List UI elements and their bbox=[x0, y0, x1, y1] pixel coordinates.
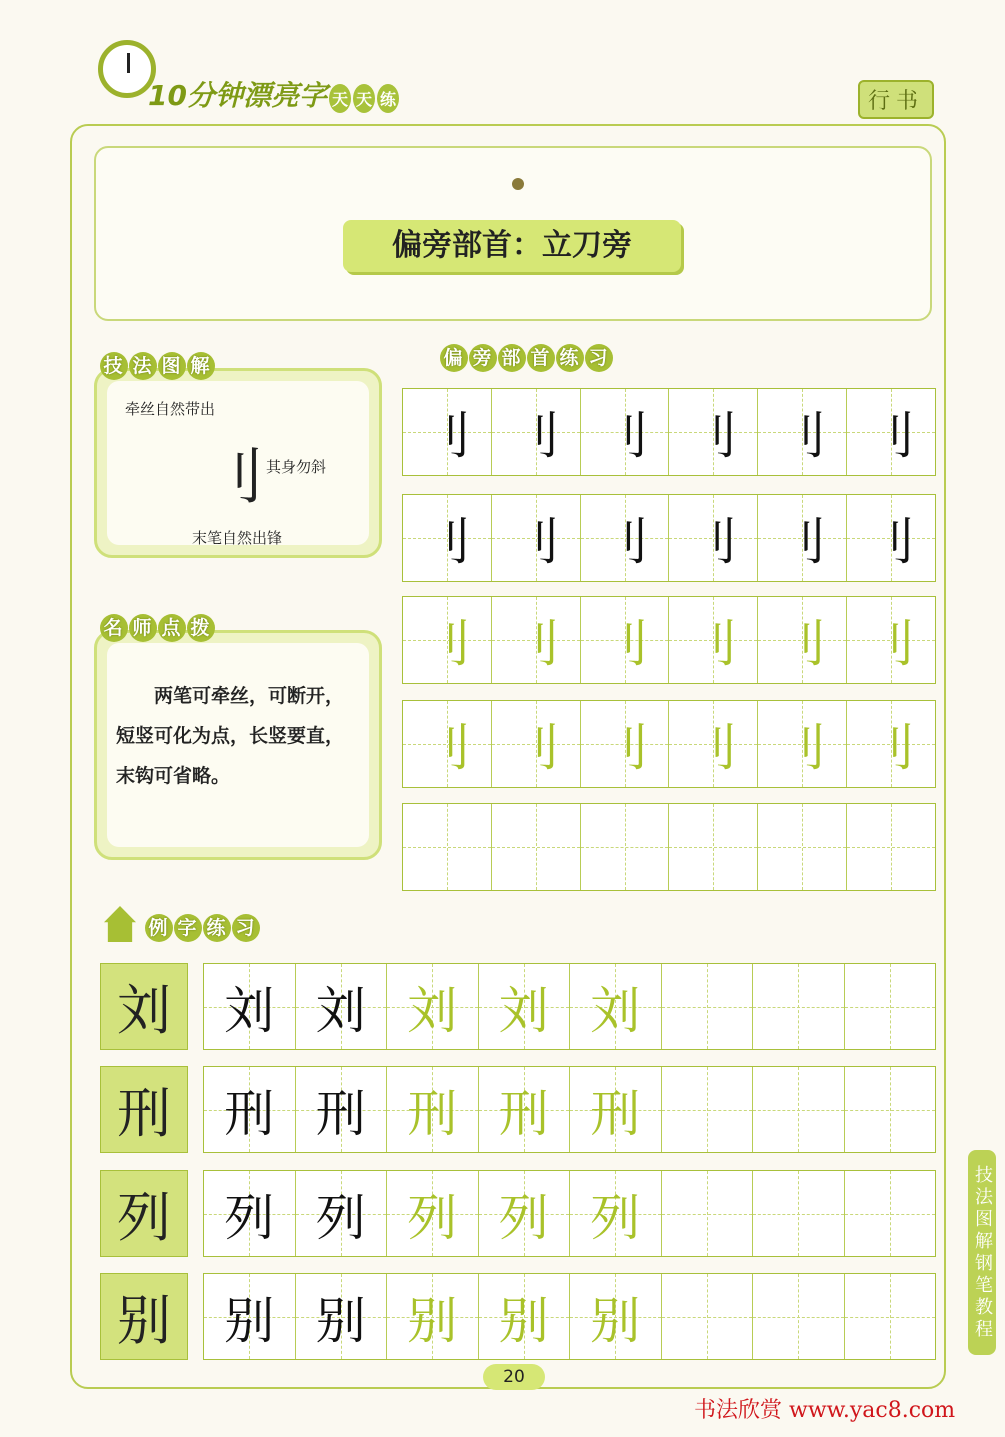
radical-practice-row bbox=[402, 803, 936, 891]
heading-char: 旁 bbox=[469, 344, 497, 372]
practice-cell[interactable] bbox=[479, 1274, 571, 1359]
practice-cell[interactable] bbox=[570, 964, 662, 1049]
practice-char: 刂 bbox=[688, 513, 739, 571]
practice-char: 刂 bbox=[599, 513, 650, 571]
heading-char: 练 bbox=[203, 914, 231, 942]
example-practice-heading bbox=[145, 914, 261, 942]
practice-cell[interactable] bbox=[845, 1067, 936, 1152]
practice-cell[interactable] bbox=[758, 389, 847, 475]
practice-cell[interactable] bbox=[662, 1067, 754, 1152]
practice-char: 别 bbox=[407, 1291, 458, 1350]
practice-cell[interactable] bbox=[581, 495, 670, 581]
side-tab: 技法图解钢笔教程 bbox=[968, 1150, 996, 1355]
practice-cell[interactable] bbox=[662, 1274, 754, 1359]
practice-cell[interactable] bbox=[845, 1274, 936, 1359]
practice-char: 列 bbox=[224, 1188, 275, 1247]
practice-cell[interactable] bbox=[492, 495, 581, 581]
practice-char: 刂 bbox=[421, 719, 472, 777]
heading-char: 习 bbox=[585, 344, 613, 372]
brand-logo bbox=[148, 74, 399, 114]
practice-char: 别 bbox=[498, 1291, 549, 1350]
practice-char: 列 bbox=[590, 1188, 641, 1247]
practice-char: 列 bbox=[407, 1188, 458, 1247]
practice-cell[interactable] bbox=[669, 597, 758, 683]
practice-char: 刘 bbox=[498, 981, 549, 1040]
heading-char: 师 bbox=[129, 614, 157, 642]
example-practice-row bbox=[203, 963, 936, 1050]
practice-cell[interactable] bbox=[403, 701, 492, 787]
radical-practice-row bbox=[402, 700, 936, 788]
practice-cell[interactable] bbox=[581, 701, 670, 787]
heading-char: 点 bbox=[158, 614, 186, 642]
model-char: 列 bbox=[100, 1170, 188, 1257]
practice-cell[interactable] bbox=[758, 597, 847, 683]
practice-cell[interactable] bbox=[387, 1171, 479, 1256]
practice-char: 刂 bbox=[688, 615, 739, 673]
watermark: 书法欣赏 www.yac8.com bbox=[694, 1398, 956, 1423]
practice-cell[interactable] bbox=[669, 389, 758, 475]
practice-cell[interactable] bbox=[403, 804, 492, 890]
brand-number: 10 bbox=[148, 79, 187, 112]
practice-char: 刂 bbox=[866, 513, 917, 571]
heading-char: 名 bbox=[100, 614, 128, 642]
annotation-bottom: 末笔自然出锋 bbox=[192, 529, 283, 547]
practice-cell[interactable] bbox=[479, 1171, 571, 1256]
practice-cell[interactable] bbox=[581, 804, 670, 890]
practice-char: 刂 bbox=[688, 407, 739, 465]
brand-sub: 练 bbox=[377, 84, 399, 113]
heading-char: 图 bbox=[158, 352, 186, 380]
practice-cell[interactable] bbox=[758, 495, 847, 581]
annotation-right: 其身勿斜 bbox=[266, 458, 327, 476]
practice-cell[interactable] bbox=[296, 1274, 388, 1359]
practice-cell[interactable] bbox=[581, 597, 670, 683]
heading-char: 习 bbox=[232, 914, 260, 942]
practice-cell[interactable] bbox=[662, 1171, 754, 1256]
heading-char: 首 bbox=[527, 344, 555, 372]
practice-char: 刂 bbox=[421, 513, 472, 571]
practice-char: 刘 bbox=[590, 981, 641, 1040]
radical-practice-row bbox=[402, 596, 936, 684]
practice-char: 别 bbox=[315, 1291, 366, 1350]
model-char: 刑 bbox=[100, 1066, 188, 1153]
example-practice-row bbox=[203, 1273, 936, 1360]
practice-char: 列 bbox=[315, 1188, 366, 1247]
practice-cell[interactable] bbox=[204, 964, 296, 1049]
practice-char: 刂 bbox=[688, 719, 739, 777]
practice-cell[interactable] bbox=[403, 597, 492, 683]
practice-char: 刂 bbox=[777, 719, 828, 777]
teacher-tip-heading bbox=[100, 614, 216, 642]
practice-cell[interactable] bbox=[847, 804, 935, 890]
practice-char: 刘 bbox=[315, 981, 366, 1040]
practice-cell[interactable] bbox=[758, 804, 847, 890]
practice-char: 刂 bbox=[777, 407, 828, 465]
model-char: 别 bbox=[100, 1273, 188, 1360]
practice-cell[interactable] bbox=[570, 1274, 662, 1359]
practice-char: 刂 bbox=[421, 407, 472, 465]
annotation-top: 牵丝自然带出 bbox=[125, 400, 216, 418]
practice-cell[interactable] bbox=[845, 1171, 936, 1256]
practice-cell[interactable] bbox=[669, 804, 758, 890]
practice-char: 别 bbox=[224, 1291, 275, 1350]
practice-cell[interactable] bbox=[753, 1274, 845, 1359]
practice-char: 刂 bbox=[510, 513, 561, 571]
style-tag: 行书 bbox=[858, 80, 934, 119]
practice-char: 刂 bbox=[866, 407, 917, 465]
practice-char: 刂 bbox=[777, 513, 828, 571]
practice-cell[interactable] bbox=[847, 495, 935, 581]
practice-cell[interactable] bbox=[662, 964, 754, 1049]
example-practice-row bbox=[203, 1066, 936, 1153]
practice-cell[interactable] bbox=[581, 389, 670, 475]
practice-char: 刑 bbox=[590, 1084, 641, 1143]
brand-sub: 天 bbox=[353, 84, 375, 113]
practice-cell[interactable] bbox=[753, 1067, 845, 1152]
practice-char: 刂 bbox=[599, 407, 650, 465]
practice-char: 刂 bbox=[599, 615, 650, 673]
practice-char: 刑 bbox=[315, 1084, 366, 1143]
practice-char: 列 bbox=[498, 1188, 549, 1247]
practice-char: 刑 bbox=[224, 1084, 275, 1143]
radical-practice-row bbox=[402, 494, 936, 582]
practice-cell[interactable] bbox=[847, 597, 935, 683]
practice-cell[interactable] bbox=[403, 389, 492, 475]
practice-cell[interactable] bbox=[387, 1274, 479, 1359]
practice-cell[interactable] bbox=[479, 964, 571, 1049]
heading-char: 拨 bbox=[187, 614, 215, 642]
practice-cell[interactable] bbox=[387, 1067, 479, 1152]
practice-cell[interactable] bbox=[296, 1067, 388, 1152]
heading-char: 解 bbox=[187, 352, 215, 380]
practice-cell[interactable] bbox=[669, 701, 758, 787]
practice-char: 刘 bbox=[224, 981, 275, 1040]
technique-heading bbox=[100, 352, 216, 380]
practice-cell[interactable] bbox=[204, 1171, 296, 1256]
practice-cell[interactable] bbox=[753, 964, 845, 1049]
practice-cell[interactable] bbox=[570, 1067, 662, 1152]
practice-cell[interactable] bbox=[570, 1171, 662, 1256]
practice-cell[interactable] bbox=[492, 804, 581, 890]
heading-char: 例 bbox=[145, 914, 173, 942]
practice-cell[interactable] bbox=[845, 964, 936, 1049]
practice-cell[interactable] bbox=[847, 701, 935, 787]
brand-text: 分钟漂亮字 bbox=[186, 79, 327, 112]
practice-char: 刂 bbox=[421, 615, 472, 673]
practice-cell[interactable] bbox=[403, 495, 492, 581]
page-title: 偏旁部首：立刀旁 bbox=[392, 228, 632, 263]
practice-cell[interactable] bbox=[296, 964, 388, 1049]
heading-char: 字 bbox=[174, 914, 202, 942]
practice-cell[interactable] bbox=[669, 495, 758, 581]
radical-practice-heading bbox=[440, 344, 614, 372]
practice-char: 刂 bbox=[510, 719, 561, 777]
heading-char: 部 bbox=[498, 344, 526, 372]
practice-char: 刂 bbox=[599, 719, 650, 777]
example-practice-row bbox=[203, 1170, 936, 1257]
practice-char: 刂 bbox=[866, 615, 917, 673]
practice-cell[interactable] bbox=[758, 701, 847, 787]
practice-cell[interactable] bbox=[479, 1067, 571, 1152]
heading-char: 法 bbox=[129, 352, 157, 380]
practice-char: 刑 bbox=[498, 1084, 549, 1143]
practice-char: 刂 bbox=[510, 407, 561, 465]
model-char: 刘 bbox=[100, 963, 188, 1050]
teacher-tip-text: 两笔可牵丝，可断开，短竖可化为点，长竖要直，末钩可省略。 bbox=[116, 685, 345, 787]
pin-icon bbox=[512, 178, 524, 190]
page-number: 20 bbox=[483, 1364, 545, 1390]
radical-practice-row bbox=[402, 388, 936, 476]
practice-cell[interactable] bbox=[296, 1171, 388, 1256]
radical-diagram: 刂 bbox=[205, 443, 265, 513]
practice-char: 刂 bbox=[777, 615, 828, 673]
practice-cell[interactable] bbox=[204, 1274, 296, 1359]
heading-char: 技 bbox=[100, 352, 128, 380]
heading-char: 偏 bbox=[440, 344, 468, 372]
practice-char: 刂 bbox=[510, 615, 561, 673]
practice-char: 别 bbox=[590, 1291, 641, 1350]
practice-cell[interactable] bbox=[847, 389, 935, 475]
practice-cell[interactable] bbox=[492, 597, 581, 683]
brand-sub: 天 bbox=[329, 84, 351, 113]
heading-char: 练 bbox=[556, 344, 584, 372]
practice-cell[interactable] bbox=[204, 1067, 296, 1152]
practice-char: 刂 bbox=[866, 719, 917, 777]
practice-cell[interactable] bbox=[387, 964, 479, 1049]
practice-cell[interactable] bbox=[492, 701, 581, 787]
practice-char: 刑 bbox=[407, 1084, 458, 1143]
practice-char: 刘 bbox=[407, 981, 458, 1040]
practice-cell[interactable] bbox=[492, 389, 581, 475]
practice-cell[interactable] bbox=[753, 1171, 845, 1256]
